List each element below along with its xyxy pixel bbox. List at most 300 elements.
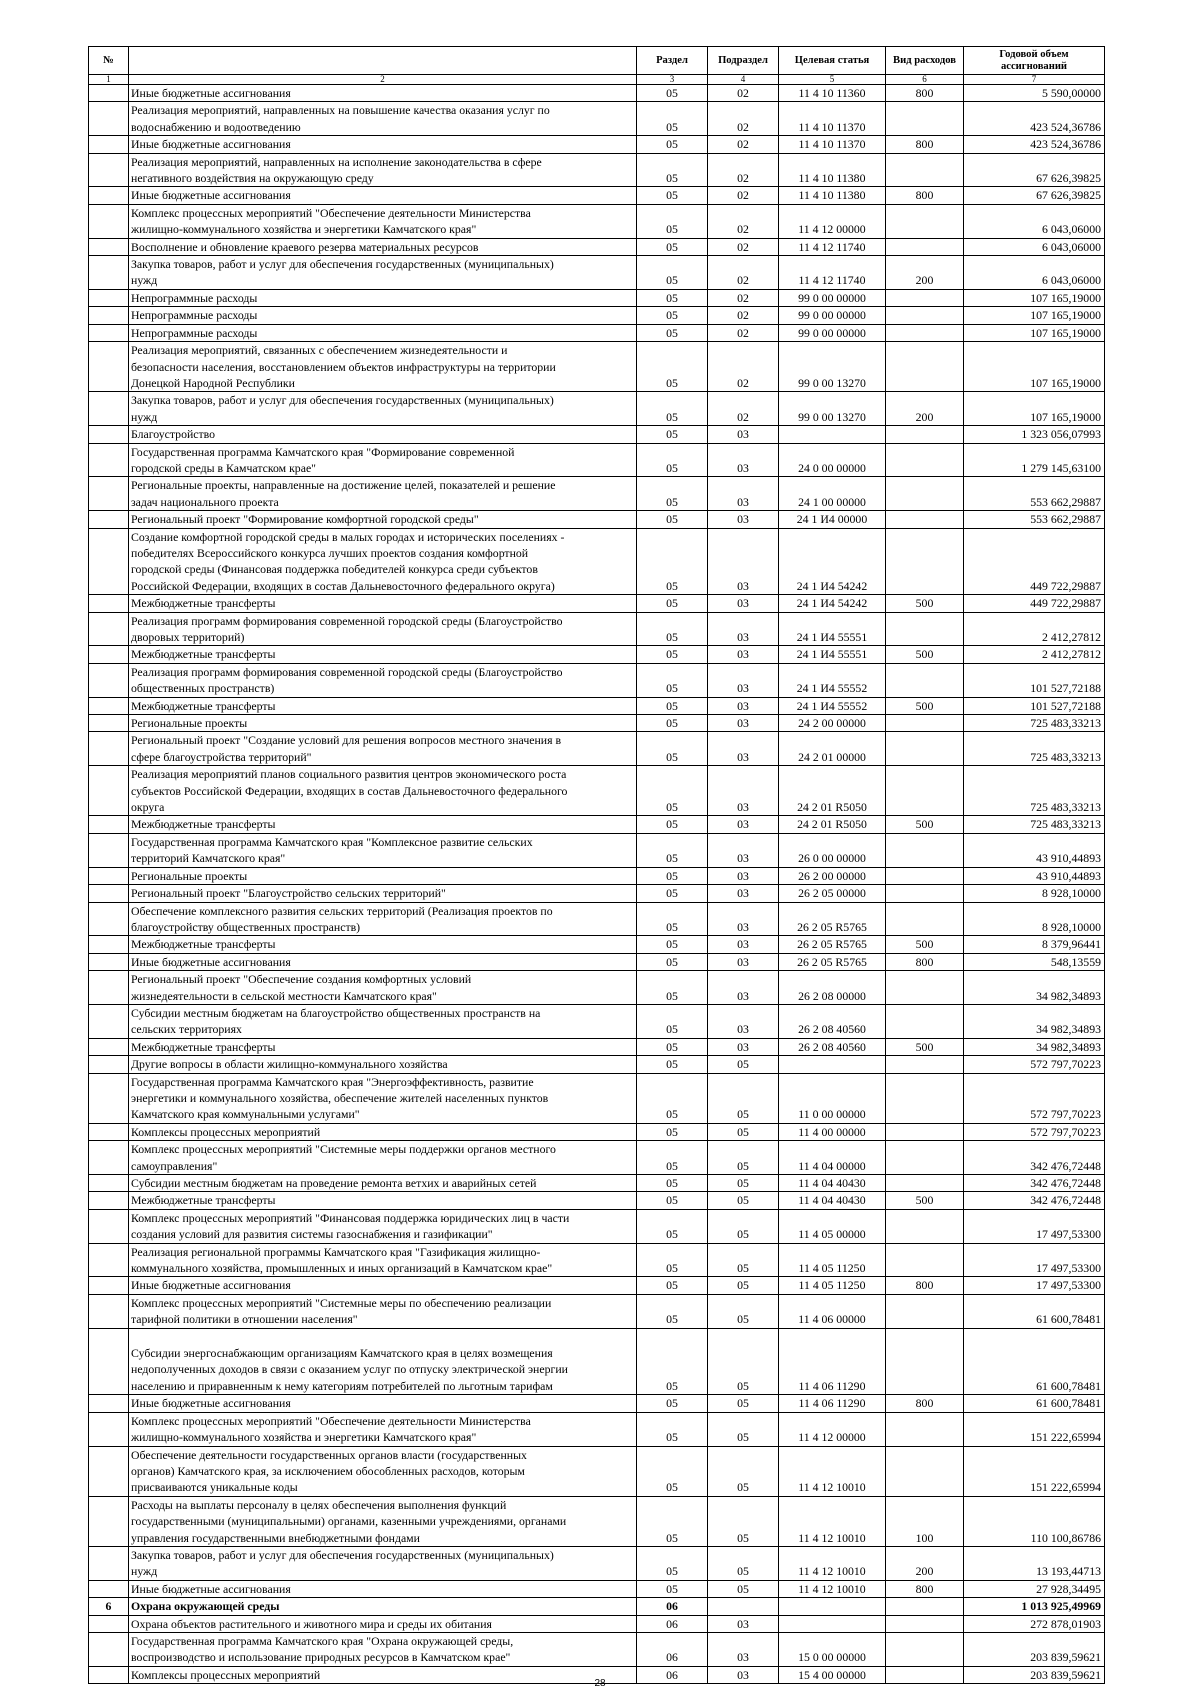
table-row — [89, 204, 1105, 238]
row-number — [89, 1496, 129, 1546]
row-number — [89, 511, 129, 528]
row-number — [89, 1615, 129, 1632]
row-name: Комплекс процессных мероприятий "Обеспечение деятельности Министерства жилищно-коммунального хозяйства и энергетики Камчатского края" — [129, 204, 637, 238]
row-name: Закупка товаров, работ и услуг для обеспечения государственных (муниципальных) нужд — [129, 392, 637, 426]
row-subsection: 03 — [708, 612, 779, 646]
row-name: Другие вопросы в области жилищно-коммунального хозяйства — [129, 1056, 637, 1073]
row-expense-kind — [886, 477, 964, 511]
row-name: Расходы на выплаты персоналу в целях обеспечения выполнения функций государственными (муниципальными) органами, казенными учреждениями, органами управления государственными внебюджетными фондами — [129, 1496, 637, 1546]
row-section: 05 — [637, 936, 708, 953]
row-subsection: 03 — [708, 953, 779, 970]
row-section: 05 — [637, 1395, 708, 1412]
row-number — [89, 595, 129, 612]
row-amount: 110 100,86786 — [964, 1496, 1105, 1546]
row-section: 05 — [637, 238, 708, 255]
row-expense-kind: 500 — [886, 646, 964, 663]
row-name: Межбюджетные трансферты — [129, 816, 637, 833]
table-row — [89, 833, 1105, 867]
row-section: 05 — [637, 85, 708, 102]
row-amount: 107 165,19000 — [964, 392, 1105, 426]
table-row — [89, 1243, 1105, 1277]
row-section: 05 — [637, 204, 708, 238]
row-amount: 5 590,00000 — [964, 85, 1105, 102]
row-subsection: 05 — [708, 1446, 779, 1496]
row-name: Охрана окружающей среды — [129, 1598, 637, 1615]
row-amount: 101 527,72188 — [964, 697, 1105, 714]
table-row — [89, 1446, 1105, 1496]
column-number-row — [89, 75, 1105, 85]
row-name: Региональный проект "Обеспечение создания комфортных условий жизнедеятельности в сельской местности Камчатского края" — [129, 971, 637, 1005]
row-amount: 17 497,53300 — [964, 1243, 1105, 1277]
row-target-article: 11 4 12 10010 — [779, 1580, 886, 1597]
row-name: Региональные проекты — [129, 715, 637, 732]
row-name: Межбюджетные трансферты — [129, 1192, 637, 1209]
row-amount: 272 878,01903 — [964, 1615, 1105, 1632]
row-number — [89, 187, 129, 204]
row-subsection: 02 — [708, 342, 779, 392]
row-expense-kind — [886, 307, 964, 324]
row-number — [89, 715, 129, 732]
row-number — [89, 392, 129, 426]
row-name: Обеспечение комплексного развития сельских территорий (Реализация проектов по благоустройству общественных пространств) — [129, 902, 637, 936]
row-section: 05 — [637, 1580, 708, 1597]
row-target-article: 24 2 01 R5050 — [779, 766, 886, 816]
row-section: 05 — [637, 1209, 708, 1243]
row-expense-kind: 200 — [886, 1546, 964, 1580]
row-amount: 342 476,72448 — [964, 1175, 1105, 1192]
row-expense-kind: 100 — [886, 1496, 964, 1546]
row-target-article: 11 4 05 00000 — [779, 1209, 886, 1243]
row-subsection: 03 — [708, 715, 779, 732]
row-number — [89, 1395, 129, 1412]
table-row — [89, 971, 1105, 1005]
table-row — [89, 953, 1105, 970]
row-expense-kind — [886, 1141, 964, 1175]
row-amount: 6 043,06000 — [964, 256, 1105, 290]
row-amount: 61 600,78481 — [964, 1294, 1105, 1328]
row-number — [89, 1192, 129, 1209]
row-amount: 2 412,27812 — [964, 646, 1105, 663]
row-expense-kind — [886, 102, 964, 136]
row-amount: 101 527,72188 — [964, 663, 1105, 697]
row-section: 05 — [637, 1073, 708, 1123]
row-number — [89, 477, 129, 511]
row-amount: 449 722,29887 — [964, 595, 1105, 612]
table-row — [89, 1632, 1105, 1666]
row-number — [89, 1580, 129, 1597]
row-target-article: 24 2 00 00000 — [779, 715, 886, 732]
row-expense-kind: 500 — [886, 936, 964, 953]
header-kind: Вид расходов — [886, 47, 964, 75]
row-amount: 13 193,44713 — [964, 1546, 1105, 1580]
table-row — [89, 595, 1105, 612]
row-number — [89, 1038, 129, 1055]
row-subsection: 02 — [708, 238, 779, 255]
row-section: 05 — [637, 136, 708, 153]
table-row — [89, 663, 1105, 697]
row-subsection: 03 — [708, 595, 779, 612]
row-target-article: 99 0 00 13270 — [779, 342, 886, 392]
row-expense-kind — [886, 612, 964, 646]
row-expense-kind — [886, 715, 964, 732]
row-number — [89, 1056, 129, 1073]
row-name: Иные бюджетные ассигнования — [129, 85, 637, 102]
row-section: 05 — [637, 1123, 708, 1140]
row-amount: 107 165,19000 — [964, 324, 1105, 341]
table-row — [89, 342, 1105, 392]
row-name: Государственная программа Камчатского края "Формирование современной городской среды в Камчатском крае" — [129, 443, 637, 477]
row-subsection: 03 — [708, 1615, 779, 1632]
row-amount: 449 722,29887 — [964, 528, 1105, 595]
row-subsection: 02 — [708, 289, 779, 306]
row-name: Реализация мероприятий, направленных на повышение качества оказания услуг по водоснабжению и водоотведению — [129, 102, 637, 136]
row-target-article: 26 2 05 00000 — [779, 885, 886, 902]
row-name: Непрограммные расходы — [129, 289, 637, 306]
row-expense-kind: 500 — [886, 697, 964, 714]
table-row — [89, 136, 1105, 153]
table-row — [89, 766, 1105, 816]
table-row — [89, 1004, 1105, 1038]
row-subsection: 03 — [708, 1632, 779, 1666]
row-subsection: 05 — [708, 1056, 779, 1073]
row-amount: 203 839,59621 — [964, 1666, 1105, 1683]
row-amount: 8 928,10000 — [964, 885, 1105, 902]
row-expense-kind — [886, 238, 964, 255]
row-number — [89, 1004, 129, 1038]
row-section: 05 — [637, 732, 708, 766]
row-number — [89, 697, 129, 714]
row-number — [89, 136, 129, 153]
table-row — [89, 1175, 1105, 1192]
row-amount: 423 524,36786 — [964, 102, 1105, 136]
row-subsection: 03 — [708, 867, 779, 884]
row-subsection: 02 — [708, 324, 779, 341]
row-subsection: 05 — [708, 1243, 779, 1277]
row-subsection: 03 — [708, 511, 779, 528]
row-expense-kind — [886, 732, 964, 766]
row-number — [89, 612, 129, 646]
row-expense-kind: 800 — [886, 187, 964, 204]
column-number: 7 — [964, 75, 1105, 85]
row-expense-kind — [886, 1615, 964, 1632]
row-expense-kind — [886, 1632, 964, 1666]
row-target-article: 11 4 06 11290 — [779, 1328, 886, 1395]
row-subsection: 05 — [708, 1546, 779, 1580]
row-section: 05 — [637, 307, 708, 324]
row-name: Региональный проект "Благоустройство сельских территорий" — [129, 885, 637, 902]
row-expense-kind — [886, 971, 964, 1005]
row-number — [89, 766, 129, 816]
row-number — [89, 902, 129, 936]
row-expense-kind — [886, 1175, 964, 1192]
row-number — [89, 342, 129, 392]
row-number — [89, 426, 129, 443]
table-row — [89, 153, 1105, 187]
row-subsection: 02 — [708, 307, 779, 324]
table-row — [89, 1073, 1105, 1123]
table-row — [89, 732, 1105, 766]
row-amount: 27 928,34495 — [964, 1580, 1105, 1597]
row-number — [89, 953, 129, 970]
row-name: Непрограммные расходы — [129, 324, 637, 341]
row-name: Иные бюджетные ассигнования — [129, 136, 637, 153]
row-expense-kind — [886, 1123, 964, 1140]
row-subsection: 05 — [708, 1192, 779, 1209]
row-section: 05 — [637, 1328, 708, 1395]
row-amount: 34 982,34893 — [964, 971, 1105, 1005]
row-amount: 34 982,34893 — [964, 1038, 1105, 1055]
row-expense-kind — [886, 1209, 964, 1243]
row-amount: 342 476,72448 — [964, 1141, 1105, 1175]
row-name: Охрана объектов растительного и животного мира и среды их обитания — [129, 1615, 637, 1632]
header-num: № — [89, 47, 129, 75]
row-section: 05 — [637, 102, 708, 136]
row-number — [89, 1277, 129, 1294]
row-amount: 151 222,65994 — [964, 1412, 1105, 1446]
row-subsection: 03 — [708, 477, 779, 511]
row-section: 05 — [637, 392, 708, 426]
row-section: 05 — [637, 663, 708, 697]
row-number — [89, 443, 129, 477]
row-subsection: 05 — [708, 1277, 779, 1294]
row-target-article — [779, 1615, 886, 1632]
row-target-article: 11 4 12 11740 — [779, 256, 886, 290]
row-subsection: 03 — [708, 1666, 779, 1683]
row-target-article: 11 4 12 00000 — [779, 204, 886, 238]
row-amount: 725 483,33213 — [964, 732, 1105, 766]
table-row — [89, 715, 1105, 732]
row-subsection: 02 — [708, 153, 779, 187]
row-section: 05 — [637, 511, 708, 528]
row-number — [89, 1412, 129, 1446]
row-section: 05 — [637, 256, 708, 290]
row-section: 05 — [637, 426, 708, 443]
row-amount: 107 165,19000 — [964, 307, 1105, 324]
table-row — [89, 1038, 1105, 1055]
row-amount: 34 982,34893 — [964, 1004, 1105, 1038]
row-subsection: 05 — [708, 1175, 779, 1192]
row-amount: 43 910,44893 — [964, 833, 1105, 867]
row-expense-kind: 200 — [886, 392, 964, 426]
row-number — [89, 936, 129, 953]
row-number — [89, 1073, 129, 1123]
row-expense-kind — [886, 153, 964, 187]
row-expense-kind: 800 — [886, 953, 964, 970]
row-section: 05 — [637, 885, 708, 902]
row-name: Комплекс процессных мероприятий "Обеспечение деятельности Министерства жилищно-коммунального хозяйства и энергетики Камчатского края" — [129, 1412, 637, 1446]
row-target-article: 24 1 И4 55552 — [779, 663, 886, 697]
header-name — [129, 47, 637, 75]
table-row — [89, 1294, 1105, 1328]
row-name: Региональный проект "Создание условий для решения вопросов местного значения в сфере благоустройства территорий" — [129, 732, 637, 766]
row-subsection: 03 — [708, 833, 779, 867]
row-name: Иные бюджетные ассигнования — [129, 1277, 637, 1294]
row-name: Иные бюджетные ассигнования — [129, 187, 637, 204]
row-amount: 1 323 056,07993 — [964, 426, 1105, 443]
table-row — [89, 307, 1105, 324]
row-section: 05 — [637, 1294, 708, 1328]
row-section: 05 — [637, 833, 708, 867]
row-expense-kind — [886, 1598, 964, 1615]
row-target-article: 11 4 04 40430 — [779, 1192, 886, 1209]
row-amount: 17 497,53300 — [964, 1209, 1105, 1243]
column-number: 2 — [129, 75, 637, 85]
header-section: Раздел — [637, 47, 708, 75]
row-section: 05 — [637, 971, 708, 1005]
row-section: 05 — [637, 289, 708, 306]
row-amount: 342 476,72448 — [964, 1192, 1105, 1209]
row-amount: 572 797,70223 — [964, 1123, 1105, 1140]
row-target-article: 26 2 05 R5765 — [779, 953, 886, 970]
row-name: Реализация мероприятий, направленных на исполнение законодательства в сфере негативного воздействия на окружающую среду — [129, 153, 637, 187]
row-section: 05 — [637, 715, 708, 732]
table-row — [89, 697, 1105, 714]
table-row — [89, 1056, 1105, 1073]
row-subsection: 03 — [708, 697, 779, 714]
row-name: Закупка товаров, работ и услуг для обеспечения государственных (муниципальных) нужд — [129, 256, 637, 290]
row-amount: 151 222,65994 — [964, 1446, 1105, 1496]
row-target-article — [779, 426, 886, 443]
row-name: Субсидии местным бюджетам на проведение ремонта ветхих и аварийных сетей — [129, 1175, 637, 1192]
row-section: 05 — [637, 595, 708, 612]
row-target-article: 11 4 06 00000 — [779, 1294, 886, 1328]
table-row — [89, 392, 1105, 426]
row-section: 05 — [637, 1546, 708, 1580]
row-target-article: 11 4 10 11370 — [779, 136, 886, 153]
row-section: 05 — [637, 1175, 708, 1192]
row-number — [89, 204, 129, 238]
row-number: 6 — [89, 1598, 129, 1615]
row-target-article: 11 4 10 11370 — [779, 102, 886, 136]
table-row — [89, 1277, 1105, 1294]
row-expense-kind — [886, 663, 964, 697]
row-subsection: 03 — [708, 443, 779, 477]
row-section: 05 — [637, 342, 708, 392]
row-section: 05 — [637, 953, 708, 970]
table-row — [89, 816, 1105, 833]
table-row — [89, 187, 1105, 204]
table-row — [89, 1412, 1105, 1446]
row-amount: 423 524,36786 — [964, 136, 1105, 153]
row-name: Комплексы процессных мероприятий — [129, 1123, 637, 1140]
row-expense-kind — [886, 511, 964, 528]
row-amount: 2 412,27812 — [964, 612, 1105, 646]
row-name: Реализация региональной программы Камчатского края "Газификация жилищно- коммунального хозяйства, промышленных и иных организаций в Камчатском крае" — [129, 1243, 637, 1277]
table-row — [89, 902, 1105, 936]
row-target-article — [779, 1056, 886, 1073]
row-subsection: 03 — [708, 936, 779, 953]
row-name: Межбюджетные трансферты — [129, 595, 637, 612]
row-section: 05 — [637, 646, 708, 663]
row-target-article: 11 4 12 11740 — [779, 238, 886, 255]
row-target-article: 11 4 05 11250 — [779, 1277, 886, 1294]
row-amount: 6 043,06000 — [964, 204, 1105, 238]
row-subsection: 03 — [708, 885, 779, 902]
row-expense-kind — [886, 1412, 964, 1446]
row-target-article: 11 0 00 00000 — [779, 1073, 886, 1123]
row-name: Благоустройство — [129, 426, 637, 443]
row-target-article: 11 4 00 00000 — [779, 1123, 886, 1140]
row-name: Реализация мероприятий планов социального развития центров экономического роста субъектов Российской Федерации, входящих в состав Дальневосточного федерального округа — [129, 766, 637, 816]
row-amount: 725 483,33213 — [964, 816, 1105, 833]
table-row — [89, 1580, 1105, 1597]
row-target-article: 24 1 00 00000 — [779, 477, 886, 511]
row-subsection: 05 — [708, 1328, 779, 1395]
table-row — [89, 256, 1105, 290]
row-subsection: 03 — [708, 902, 779, 936]
row-expense-kind — [886, 342, 964, 392]
row-name: Комплекс процессных мероприятий "Системные меры по обеспечению реализации тарифной политики в отношении населения" — [129, 1294, 637, 1328]
row-target-article: 24 2 01 R5050 — [779, 816, 886, 833]
row-number — [89, 238, 129, 255]
row-number — [89, 646, 129, 663]
row-section: 05 — [637, 766, 708, 816]
row-number — [89, 1546, 129, 1580]
row-target-article: 24 1 И4 55551 — [779, 646, 886, 663]
row-amount: 6 043,06000 — [964, 238, 1105, 255]
row-number — [89, 528, 129, 595]
row-expense-kind — [886, 1004, 964, 1038]
row-name: Реализация мероприятий, связанных с обеспечением жизнедеятельности и безопасности населения, восстановлением объектов инфраструктуры на территории Донецкой Народной Республики — [129, 342, 637, 392]
row-target-article: 15 4 00 00000 — [779, 1666, 886, 1683]
table-row — [89, 477, 1105, 511]
table-row — [89, 1598, 1105, 1615]
row-amount: 61 600,78481 — [964, 1328, 1105, 1395]
row-number — [89, 816, 129, 833]
row-number — [89, 1123, 129, 1140]
row-name: Закупка товаров, работ и услуг для обеспечения государственных (муниципальных) нужд — [129, 1546, 637, 1580]
row-expense-kind — [886, 1328, 964, 1395]
header-target: Целевая статья — [779, 47, 886, 75]
table-row — [89, 1141, 1105, 1175]
row-expense-kind: 500 — [886, 1192, 964, 1209]
row-name: Государственная программа Камчатского края "Комплексное развитие сельских территорий Камчатского края" — [129, 833, 637, 867]
row-section: 05 — [637, 902, 708, 936]
row-target-article: 11 4 06 11290 — [779, 1395, 886, 1412]
row-section: 06 — [637, 1615, 708, 1632]
row-section: 05 — [637, 477, 708, 511]
column-number: 3 — [637, 75, 708, 85]
row-target-article — [779, 1598, 886, 1615]
row-expense-kind: 800 — [886, 1580, 964, 1597]
row-target-article: 11 4 04 00000 — [779, 1141, 886, 1175]
row-target-article: 99 0 00 00000 — [779, 307, 886, 324]
row-target-article: 26 2 00 00000 — [779, 867, 886, 884]
row-amount: 203 839,59621 — [964, 1632, 1105, 1666]
row-subsection: 02 — [708, 85, 779, 102]
row-number — [89, 867, 129, 884]
row-subsection: 03 — [708, 766, 779, 816]
row-subsection: 02 — [708, 187, 779, 204]
row-target-article: 11 4 10 11380 — [779, 153, 886, 187]
row-name: Межбюджетные трансферты — [129, 646, 637, 663]
row-expense-kind — [886, 867, 964, 884]
row-expense-kind — [886, 289, 964, 306]
table-row — [89, 1496, 1105, 1546]
row-target-article: 24 1 И4 54242 — [779, 595, 886, 612]
page-number: 28 — [594, 1678, 606, 1689]
row-expense-kind — [886, 1243, 964, 1277]
row-target-article: 24 2 01 00000 — [779, 732, 886, 766]
row-name: Региональные проекты — [129, 867, 637, 884]
row-expense-kind — [886, 885, 964, 902]
row-number — [89, 102, 129, 136]
row-expense-kind — [886, 902, 964, 936]
row-subsection: 03 — [708, 732, 779, 766]
row-amount: 553 662,29887 — [964, 511, 1105, 528]
column-number: 6 — [886, 75, 964, 85]
row-amount: 43 910,44893 — [964, 867, 1105, 884]
